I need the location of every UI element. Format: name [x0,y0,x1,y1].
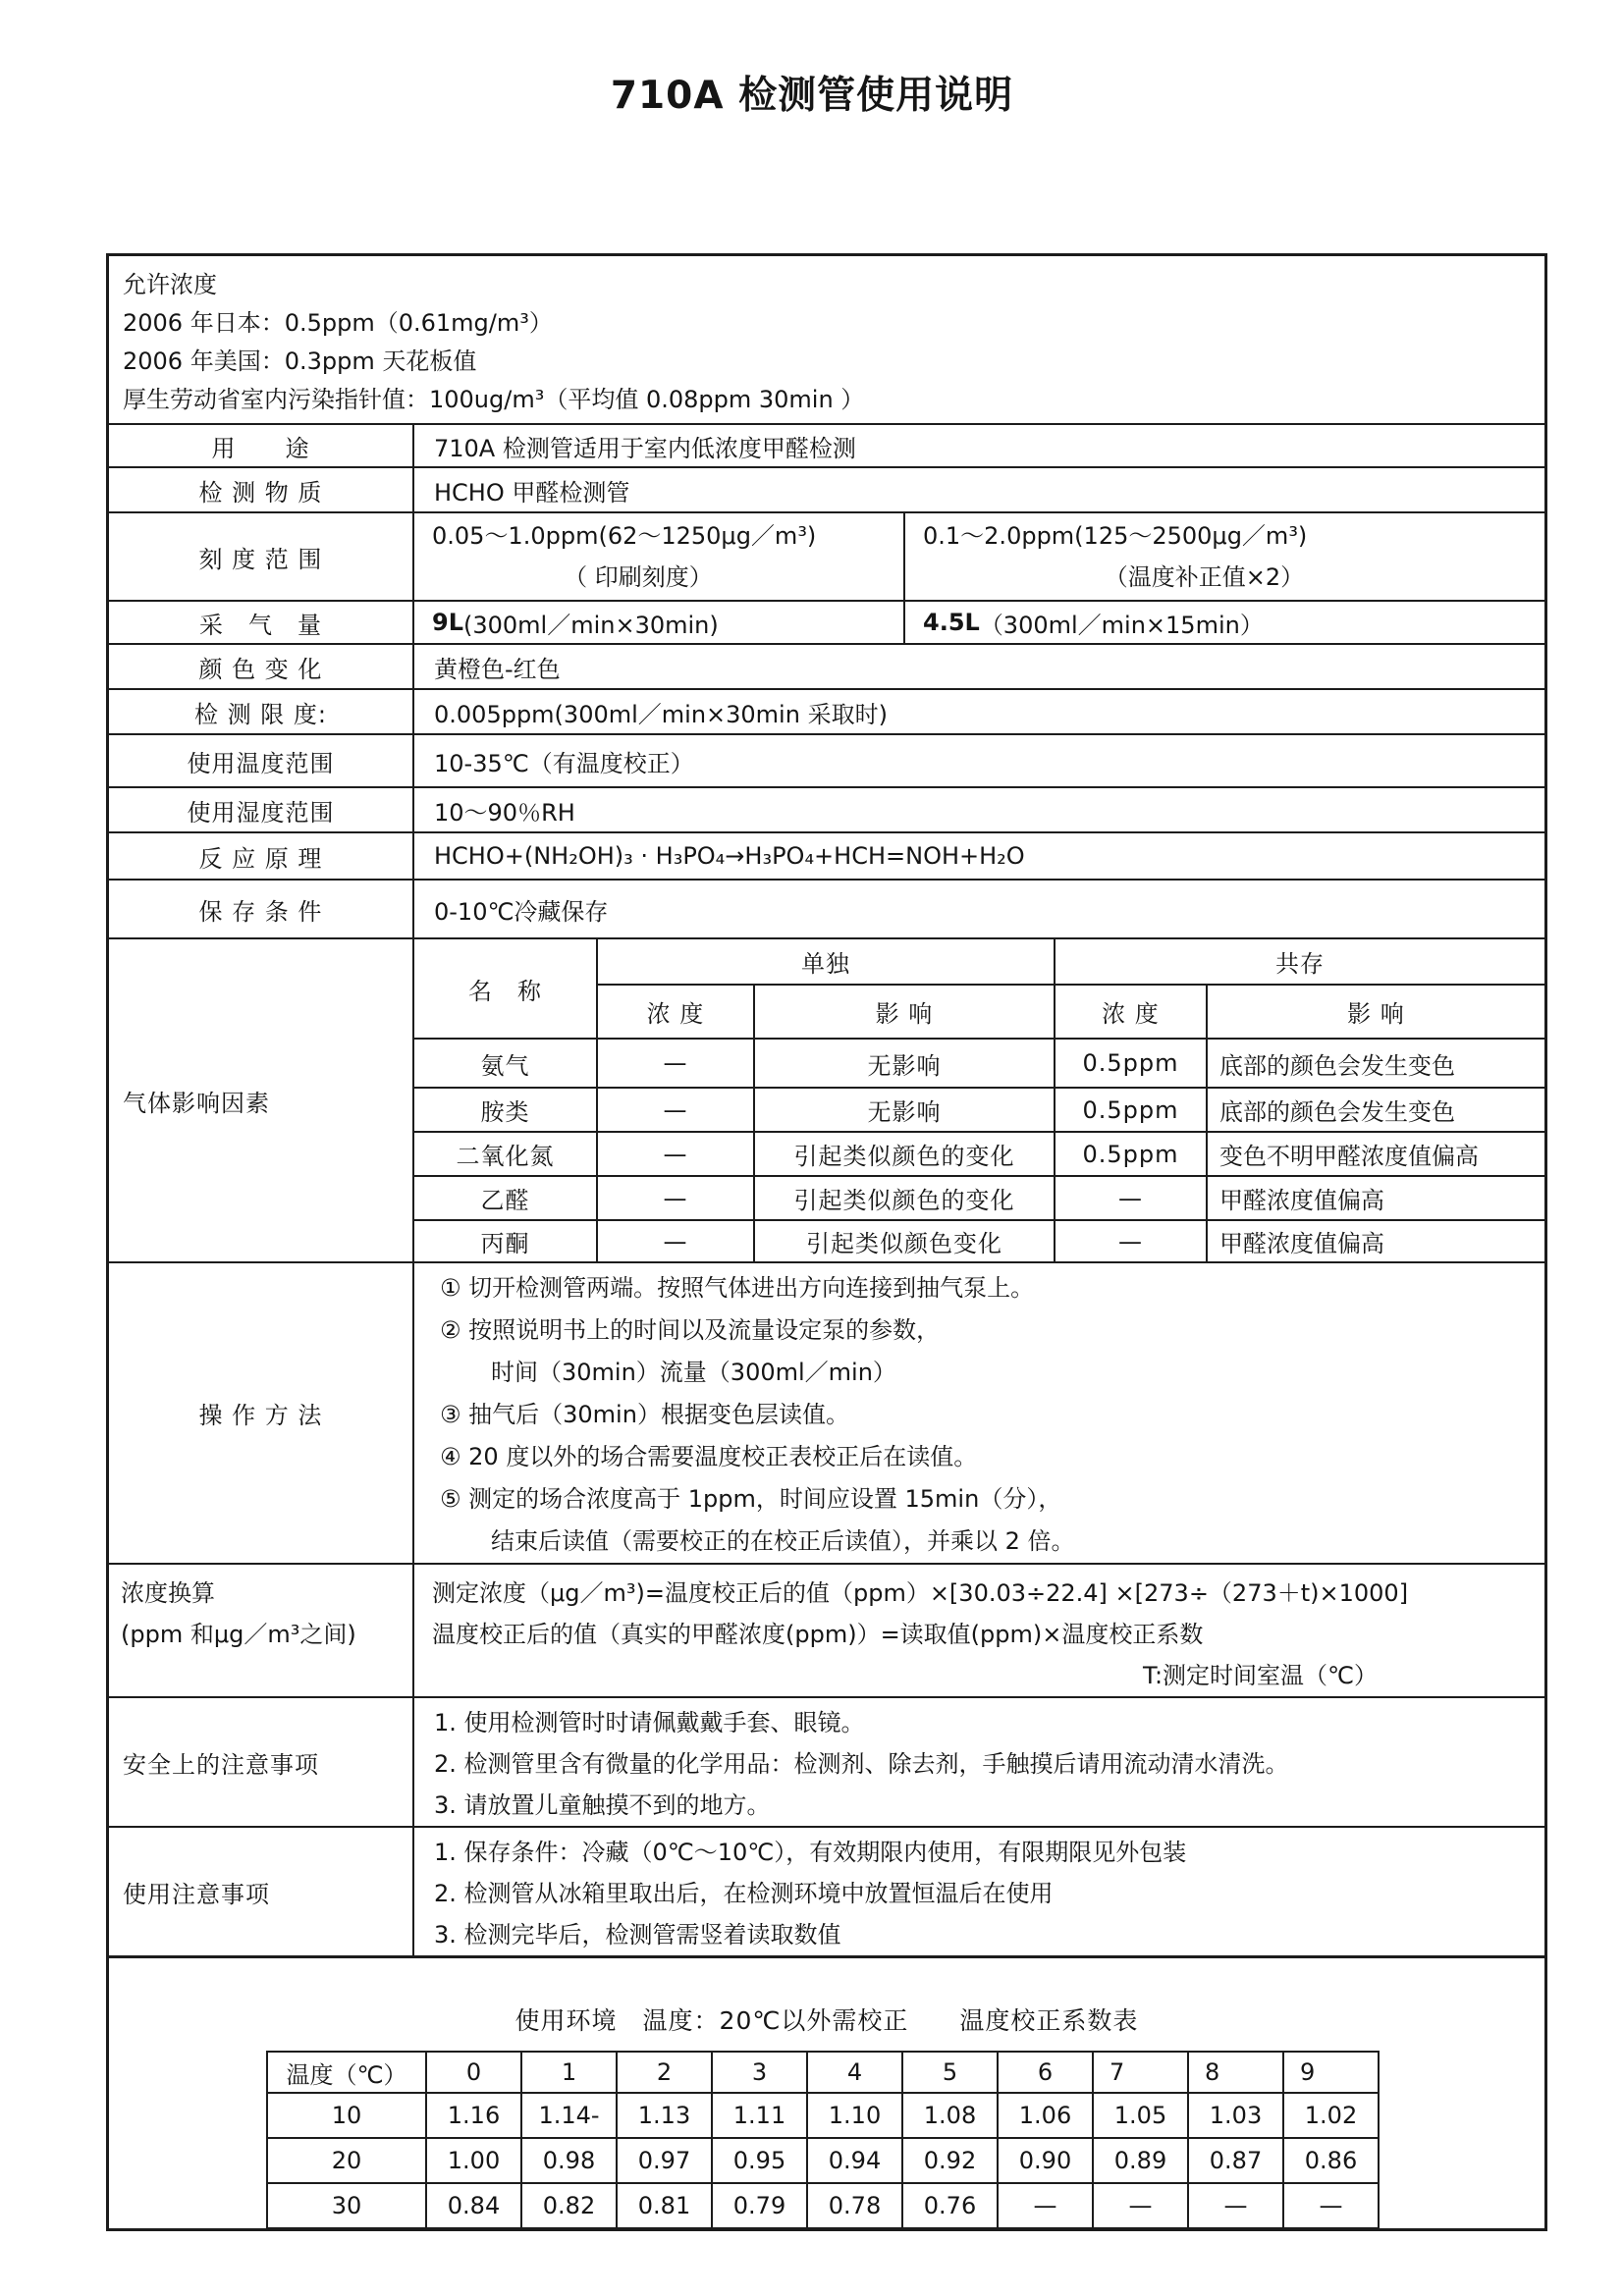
page-title: 710A 检测管使用说明 [610,74,1014,118]
gas-coexist-conc-header: 浓 度 [1054,984,1206,1038]
usage-note: 1. 保存条件：冷藏（0℃～10℃），有效期限内使用，有限期限见外包装 [434,1839,1187,1866]
correction-header-cell: 6 [998,2052,1093,2093]
correction-value-cell: 0.79 [712,2183,807,2228]
correction-header-cell: 8 [1188,2052,1283,2093]
safety-note: 3. 请放置儿童触摸不到的地方。 [434,1791,771,1819]
operation-step: ⑤ 测定的场合浓度高于 1ppm，时间应设置 15min（分）， [440,1485,1062,1513]
humidity-range-label: 使用湿度范围 [109,788,414,831]
gas-row-name: 氨气 [414,1038,596,1087]
correction-value-cell: 0.76 [902,2183,998,2228]
operation-step-detail: 结束后读值（需要校正的在校正后读值），并乘以 2 倍。 [491,1527,1075,1555]
operation-step: ④ 20 度以外的场合需要温度校正表校正后在读值。 [440,1443,978,1470]
correction-header-cell: 5 [902,2052,998,2093]
correction-value-cell: 0.95 [712,2138,807,2183]
gas-coexist-header: 共存 [1054,939,1544,984]
safety-note: 1. 使用检测管时时请佩戴戴手套、眼镜。 [434,1709,865,1736]
row-storage-condition [109,879,1544,937]
gas-row-single-effect: 无影响 [753,1038,1054,1087]
gas-row-single-conc: — [596,1219,753,1261]
usage-note: 3. 检测完毕后，检测管需竖着读取数值 [434,1921,841,1949]
safety-note: 2. 检测管里含有微量的化学用品：检测剂、除去剂，手触摸后请用流动清水清洗。 [434,1750,1289,1778]
correction-header-cell: 2 [617,2052,712,2093]
row-gas-factors [109,937,1544,1261]
gas-row-single-conc: — [596,1087,753,1131]
substance-value: HCHO 甲醛检测管 [434,478,630,507]
sample-volume-45l: 4.5L [923,609,980,636]
gas-row-single-effect: 引起类似颜色的变化 [753,1175,1054,1219]
correction-temp-cell: 30 [267,2183,426,2228]
permissible-section [109,256,1544,423]
row-safety-notes [109,1696,1544,1826]
conversion-formulas [414,1565,1544,1696]
permissible-mhlw-line: 厚生劳动省室内污染指针值：100ug/m³（平均值 0.08ppm 30min ） [123,386,865,413]
conversion-formula-1: 测定浓度（μg／m³)=温度校正后的值（ppm）×[30.03÷22.4] ×[273÷（273＋t)×1000] [432,1579,1409,1607]
correction-value-cell: 0.89 [1093,2138,1188,2183]
reaction-principle-label: 反 应 原 理 [109,833,414,879]
safety-notes-label: 安全上的注意事项 [109,1698,414,1826]
scale-range-corrected-cell [903,513,1544,600]
correction-value-cell: 0.81 [617,2183,712,2228]
gas-row-coexist-effect: 底部的颜色会发生变色 [1206,1087,1544,1131]
usage-label: 用 途 [109,425,414,466]
scale-range-label: 刻 度 范 围 [109,513,414,600]
gas-row-name: 丙酮 [414,1219,596,1261]
substance-label: 检 测 物 质 [109,468,414,511]
correction-value-cell: — [998,2183,1093,2228]
correction-value-cell: 0.92 [902,2138,998,2183]
correction-value-cell: 0.84 [426,2183,521,2228]
correction-value-cell: 0.97 [617,2138,712,2183]
row-usage-notes [109,1826,1544,1955]
row-temperature-range [109,733,1544,786]
correction-value-cell: 1.13 [617,2093,712,2138]
conversion-formula-2: 温度校正后的值（真实的甲醛浓度(ppm)）=读取值(ppm)×温度校正系数 [432,1621,1204,1648]
row-sample-volume [109,600,1544,643]
correction-header-cell: 温度（℃） [267,2052,426,2093]
scale-range-printed-note: （ 印刷刻度） [564,563,713,591]
scale-range-corrected-value: 0.1～2.0ppm(125～2500μg／m³) [923,522,1308,550]
correction-value-cell: 1.11 [712,2093,807,2138]
sample-volume-45l-cell [903,602,1544,643]
gas-row-single-conc: — [596,1175,753,1219]
correction-value-cell: 1.05 [1093,2093,1188,2138]
temperature-range-label: 使用温度范围 [109,735,414,786]
conversion-temperature-note: T:测定时间室温（℃） [1142,1662,1378,1689]
correction-row-20 [267,2138,1379,2183]
gas-row-single-conc: — [596,1131,753,1175]
sample-volume-9l-cell [414,602,903,643]
correction-value-cell: — [1093,2183,1188,2228]
sample-volume-45l-detail: （300ml／min×15min） [979,611,1264,639]
correction-header-row [267,2052,1379,2093]
operation-method-label: 操 作 方 法 [109,1263,414,1563]
row-concentration-conversion [109,1563,1544,1696]
gas-row-single-effect: 引起类似颜色的变化 [753,1131,1054,1175]
correction-value-cell: 1.10 [807,2093,902,2138]
row-operation-method [109,1261,1544,1563]
usage-value: 710A 检测管适用于室内低浓度甲醛检测 [434,434,856,462]
conversion-label-line1: 浓度换算 [121,1579,215,1607]
correction-value-cell: 0.78 [807,2183,902,2228]
gas-row-coexist-effect: 甲醛浓度值偏高 [1206,1175,1544,1219]
scale-range-values [414,513,1544,600]
correction-row-10 [267,2093,1379,2138]
gas-row-coexist-conc: 0.5ppm [1054,1087,1206,1131]
operation-step: ① 切开检测管两端。按照气体进出方向连接到抽气泵上。 [440,1274,1035,1302]
gas-coexist-effect-header: 影 响 [1206,984,1544,1038]
operation-step-detail: 时间（30min）流量（300ml／min） [491,1359,896,1386]
gas-single-header: 单独 [596,939,1054,984]
detection-limit-value: 0.005ppm(300ml／min×30min 采取时) [434,700,888,728]
row-usage [109,423,1544,466]
correction-value-cell: 0.98 [521,2138,617,2183]
correction-section [109,1955,1544,2228]
correction-header-cell: 7 [1093,2052,1188,2093]
operation-method-steps [414,1263,1544,1563]
conversion-label [109,1565,414,1696]
gas-factors-table [414,939,1544,1261]
scale-range-corrected-note: （温度补正值×2） [1104,563,1305,591]
correction-value-cell: 0.82 [521,2183,617,2228]
safety-notes-list [414,1698,1544,1826]
gas-factors-label: 气体影响因素 [109,939,414,1261]
correction-temp-cell: 10 [267,2093,426,2138]
correction-value-cell: 1.00 [426,2138,521,2183]
reaction-principle-formula: HCHO+(NH₂OH)₃ · H₃PO₄→H₃PO₄+HCH=NOH+H₂O [434,842,1025,870]
correction-header-cell: 1 [521,2052,617,2093]
row-color-change [109,643,1544,688]
sample-volume-9l: 9L [432,609,463,636]
scale-range-printed-value: 0.05～1.0ppm(62～1250μg／m³) [432,522,817,550]
correction-header-cell: 0 [426,2052,521,2093]
gas-row-coexist-conc: 0.5ppm [1054,1038,1206,1087]
gas-row-name: 乙醛 [414,1175,596,1219]
correction-value-cell: 1.02 [1283,2093,1379,2138]
correction-value-cell: 0.90 [998,2138,1093,2183]
correction-value-cell: 1.08 [902,2093,998,2138]
spec-table [106,253,1547,2231]
correction-value-cell: 1.06 [998,2093,1093,2138]
conversion-label-line2: (ppm 和μg／m³之间) [121,1621,356,1648]
correction-header-cell: 4 [807,2052,902,2093]
row-scale-range [109,511,1544,600]
gas-single-conc-header: 浓 度 [596,984,753,1038]
usage-notes-list [414,1828,1544,1955]
gas-row-single-effect: 引起类似颜色变化 [753,1219,1054,1261]
correction-value-cell: — [1188,2183,1283,2228]
correction-table [266,2051,1380,2229]
gas-row-coexist-conc: — [1054,1219,1206,1261]
gas-row-single-effect: 无影响 [753,1087,1054,1131]
gas-name-header: 名 称 [468,977,542,1005]
humidity-range-value: 10～90％RH [434,798,575,827]
correction-row-30 [267,2183,1379,2228]
correction-value-cell: 0.94 [807,2138,902,2183]
correction-value-cell: — [1283,2183,1379,2228]
detection-limit-label: 检 测 限 度: [109,690,414,733]
gas-row-coexist-conc: 0.5ppm [1054,1131,1206,1175]
correction-value-cell: 1.16 [426,2093,521,2138]
usage-notes-label: 使用注意事项 [109,1828,414,1955]
correction-value-cell: 1.14- [521,2093,617,2138]
permissible-heading: 允许浓度 [123,271,217,298]
storage-condition-label: 保 存 条 件 [109,881,414,937]
gas-row-name: 二氧化氮 [414,1131,596,1175]
storage-condition-value: 0-10℃冷藏保存 [434,897,609,926]
gas-single-effect-header: 影 响 [753,984,1054,1038]
row-humidity-range [109,786,1544,831]
correction-value-cell: 0.86 [1283,2138,1379,2183]
correction-caption: 使用环境 温度：20℃以外需校正 温度校正系数表 [514,2006,1139,2035]
correction-temp-cell: 20 [267,2138,426,2183]
usage-note: 2. 检测管从冰箱里取出后，在检测环境中放置恒温后在使用 [434,1880,1054,1907]
operation-step: ③ 抽气后（30min）根据变色层读值。 [440,1401,849,1428]
gas-row-coexist-effect: 变色不明甲醛浓度值偏高 [1206,1131,1544,1175]
sample-volume-values [414,602,1544,643]
gas-row-coexist-conc: — [1054,1175,1206,1219]
correction-header-cell: 9 [1283,2052,1379,2093]
gas-row-name: 胺类 [414,1087,596,1131]
correction-value-cell: 0.87 [1188,2138,1283,2183]
permissible-usa-line: 2006 年美国：0.3ppm 天花板值 [123,347,477,375]
sample-volume-label: 采 气 量 [109,602,414,643]
gas-row-coexist-effect: 底部的颜色会发生变色 [1206,1038,1544,1087]
correction-value-cell: 1.03 [1188,2093,1283,2138]
temperature-range-value: 10-35℃（有温度校正） [434,749,694,777]
row-substance [109,466,1544,511]
row-detection-limit [109,688,1544,733]
color-change-value: 黄橙色-红色 [434,655,561,683]
color-change-label: 颜 色 变 化 [109,645,414,688]
gas-row-single-conc: — [596,1038,753,1087]
correction-header-cell: 3 [712,2052,807,2093]
sample-volume-9l-detail: (300ml／min×30min) [463,611,719,639]
row-reaction-principle [109,831,1544,879]
operation-step: ② 按照说明书上的时间以及流量设定泵的参数， [440,1316,941,1344]
gas-row-coexist-effect: 甲醛浓度值偏高 [1206,1219,1544,1261]
permissible-japan-line: 2006 年日本：0.5ppm（0.61mg/m³） [123,309,553,337]
scale-range-printed-cell [414,513,903,600]
